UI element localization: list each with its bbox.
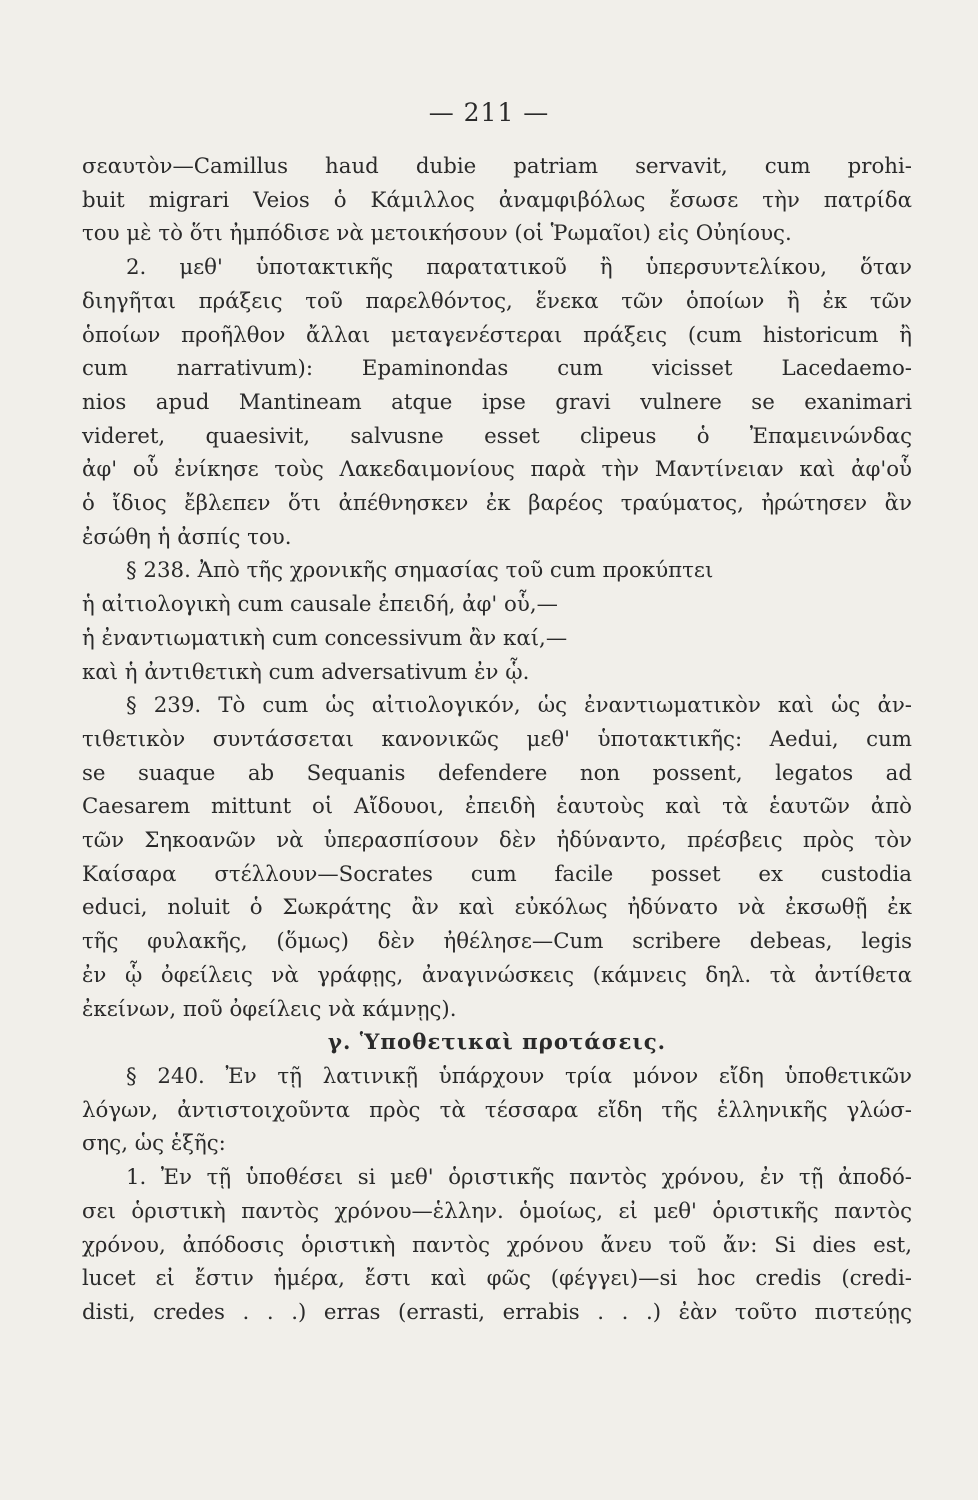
text-line: ἐκείνων, ποῦ ὀφείλεις νὰ κάμνῃς). — [82, 996, 457, 1022]
text-line: σης, ὡς ἑξῆς: — [82, 1131, 226, 1157]
text-line: τιθετικὸν συντάσσεται κανονικῶς μεθ' ὑποτακτικῆς: Aedui, cum — [82, 726, 912, 752]
text-line: τῶν Σηκοανῶν νὰ ὑπερασπίσουν δὲν ἠδύναντο, πρέσβεις πρὸς τὸν — [82, 828, 912, 854]
text-line: ὁ ἴδιος ἔβλεπεν ὅτι ἀπέθνησκεν ἐκ βαρέος τραύματος, ἠρώτησεν ἂν — [82, 491, 912, 517]
text-line: ἡ ἐναντιωματικὴ cum concessivum ἂν καί,— — [82, 625, 568, 651]
text-line: educi, noluit ὁ Σωκράτης ἂν καὶ εὐκόλως ἠδύνατο νὰ ἐκσωθῇ ἐκ — [82, 895, 912, 921]
text-line: § 240. Ἐν τῇ λατινικῇ ὑπάρχουν τρία μόνον εἴδη ὑποθετικῶν — [126, 1063, 912, 1089]
text-line: § 239. Τὸ cum ὡς αἰτιολογικόν, ὡς ἐναντιωματικὸν καὶ ὡς ἀν- — [126, 693, 912, 719]
text-line: lucet εἰ ἔστιν ἡμέρα, ἔστι καὶ φῶς (φέγγει)—si hoc credis (credi- — [82, 1266, 912, 1292]
text-line: τῆς φυλακῆς, (ὅμως) δὲν ἠθέλησε—Cum scribere debeas, legis — [82, 929, 912, 955]
page-number: — 211 — — [428, 98, 550, 127]
text-line: nios apud Mantineam atque ipse gravi vulnere se exanimari — [82, 389, 912, 415]
body-text — [82, 150, 912, 1330]
text-line: ἡ αἰτιολογικὴ cum causale ἐπειδή, ἀφ' οὗ,— — [82, 592, 558, 618]
text-line: buit migrari Veios ὁ Κάμιλλος ἀναμφιβόλως ἔσωσε τὴν πατρίδα — [82, 187, 912, 213]
text-line: videret, quaesivit, salvusne esset clipeus ὁ Ἐπαμεινώνδας — [82, 423, 912, 449]
text-line: του μὲ τὸ ὅτι ἠμπόδισε νὰ μετοικήσουν (οἱ Ῥωμαῖοι) εἰς Οὐηίους. — [82, 221, 792, 247]
text-line: σεαυτὸν—Camillus haud dubie patriam servavit, cum prohi- — [82, 154, 912, 179]
text-line: λόγων, ἀντιστοιχοῦντα πρὸς τὰ τέσσαρα εἴδη τῆς ἑλληνικῆς γλώσ- — [82, 1097, 912, 1123]
text-line: § 238. Ἀπὸ τῆς χρονικῆς σημασίας τοῦ cum προκύπτει — [126, 558, 714, 584]
text-line: Καίσαρα στέλλουν—Socrates cum facile posset ex custodia — [82, 861, 912, 887]
text-line: ἀφ' οὗ ἐνίκησε τοὺς Λακεδαιμονίους παρὰ τὴν Μαντίνειαν καὶ ἀφ'οὗ — [82, 457, 912, 483]
text-line: ἐσώθη ἡ ἀσπίς του. — [82, 524, 292, 550]
text-line: ἐν ᾧ ὀφείλεις νὰ γράφῃς, ἀναγινώσκεις (κάμνεις δηλ. τὰ ἀντίθετα — [82, 962, 912, 988]
text-line: γ. Ὑποθετικαὶ προτάσεις. — [327, 1030, 667, 1056]
text-line: Caesarem mittunt οἱ Αἴδουοι, ἐπειδὴ ἑαυτοὺς καὶ τὰ ἑαυτῶν ἀπὸ — [82, 794, 912, 820]
text-line: σει ὁριστικὴ παντὸς χρόνου—ἑλλην. ὁμοίως, εἰ μεθ' ὁριστικῆς παντὸς — [82, 1198, 912, 1224]
text-line: ὁποίων προῆλθον ἄλλαι μεταγενέστεραι πράξεις (cum historicum ἢ — [82, 322, 912, 348]
text-line: καὶ ἡ ἀντιθετικὴ cum adversativum ἐν ᾧ. — [82, 659, 530, 685]
text-line: disti, credes . . .) erras (errasti, errabis . . .) ἐὰν τοῦτο πιστεύῃς — [82, 1299, 912, 1325]
text-line: 1. Ἐν τῇ ὑποθέσει si μεθ' ὁριστικῆς παντὸς χρόνου, ἐν τῇ ἀποδό- — [126, 1165, 912, 1191]
text-line: χρόνου, ἀπόδοσις ὁριστικὴ παντὸς χρόνου ἄνευ τοῦ ἄν: Si dies est, — [82, 1232, 912, 1258]
text-line: se suaque ab Sequanis defendere non possent, legatos ad — [82, 760, 912, 786]
text-line: διηγῆται πράξεις τοῦ παρελθόντος, ἕνεκα τῶν ὁποίων ἢ ἐκ τῶν — [82, 288, 912, 314]
text-line: cum narrativum): Epaminondas cum vicisset Lacedaemo- — [82, 356, 912, 382]
text-line: 2. μεθ' ὑποτακτικῆς παρατατικοῦ ἢ ὑπερσυντελίκου, ὅταν — [126, 255, 912, 281]
